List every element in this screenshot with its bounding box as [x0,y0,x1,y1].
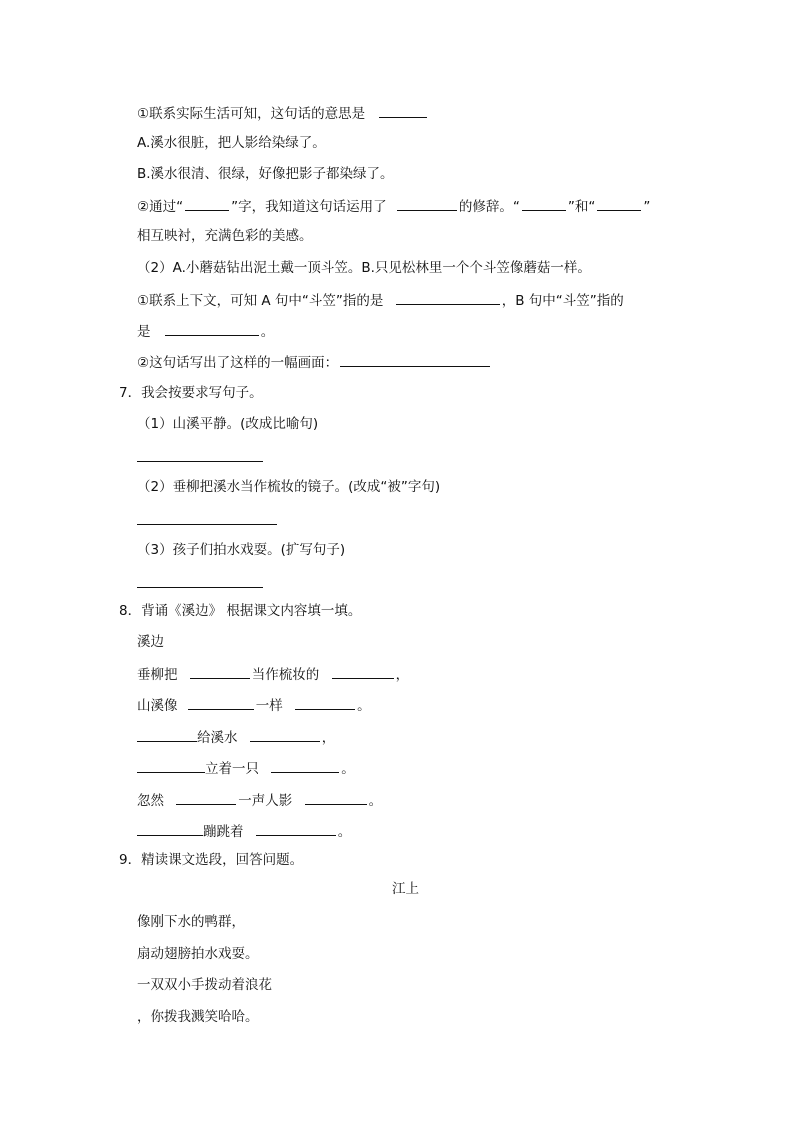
answer-blank[interactable] [190,663,250,679]
q6-sub2-continuation: 相互映衬，充满色彩的美感。 [137,228,313,244]
q6-sub2-text: 的修辞。“ [458,199,520,215]
q6-sub1-prompt: ①联系实际生活可知，这句话的意思是 [137,106,366,122]
answer-blank[interactable] [332,663,394,679]
q8-text: 。 [341,761,355,777]
answer-blank[interactable] [185,195,229,211]
q8-poem-title: 溪边 [137,634,164,650]
q8-text: 一样 [255,698,283,714]
q7-item-2: （2）垂柳把溪水当作梳妆的镜子。(改成“被”字句) [137,479,441,495]
q9-title: 9．精读课文选段，回答问题。 [119,852,304,868]
q6-sub2-text: ” [643,199,651,215]
q8-line-5 [137,789,382,809]
q9-passage-line-4: ，你拨我溅笑哈哈。 [137,1009,259,1025]
q9-passage-line-1: 像刚下水的鸭群， [137,914,245,930]
answer-blank[interactable] [137,572,263,588]
q8-line-3 [137,726,335,746]
q8-text: 蹦跳着 [203,824,244,840]
answer-blank[interactable] [295,694,355,710]
answer-blank[interactable] [271,757,339,773]
q8-text: 垂柳把 [137,667,178,683]
q8-text: ， [395,667,410,683]
q6-part2-sub2-text: ②这句话写出了这样的一幅画面： [137,355,339,371]
answer-blank[interactable] [137,757,205,773]
q7-item-1: （1）山溪平静。(改成比喻句) [137,416,319,432]
answer-blank[interactable] [397,195,457,211]
q6-part2-sub1-text: 。 [260,324,275,340]
q8-line-2 [137,694,371,714]
answer-blank[interactable] [137,509,277,525]
q6-option-a: A.溪水很脏，把人影给染绿了。 [137,135,326,151]
q6-sub2-text: ”字，我知道这句话运用了 [231,199,387,215]
answer-blank[interactable] [137,820,203,836]
q8-text: 当作梳妆的 [251,667,320,683]
q8-line-4 [137,757,355,777]
q8-text: 。 [337,824,352,840]
q6-part2-sub1-text: 是 [137,324,151,340]
q7-title: 7．我会按要求写句子。 [119,385,263,401]
q7-item-3: （3）孩子们拍水戏耍。(扩写句子) [137,542,346,558]
answer-blank[interactable] [256,820,336,836]
q6-part2-sub1-line [137,289,624,309]
answer-blank[interactable] [137,446,263,462]
q8-text: 忽然 [137,793,164,809]
q9-passage-line-2: 扇动翅膀拍水戏耍。 [137,946,259,962]
q9-passage-line-3: 一双双小手拨动着浪花 [137,977,272,993]
q8-text: 给溪水 [197,730,238,746]
q6-sub2-text: ”和“ [567,199,596,215]
q8-line-1 [137,663,409,683]
q7-answer-line-3[interactable] [137,572,263,592]
q7-answer-line-2[interactable] [137,509,277,529]
answer-blank[interactable] [165,320,259,336]
answer-blank[interactable] [188,694,254,710]
answer-blank[interactable] [340,351,490,367]
q6-sub2-text: ②通过“ [137,199,184,215]
q6-part2-line: （2）A.小蘑菇钻出泥土戴一顶斗笠。B.只见松林里一个个斗笠像蘑菇一样。 [137,260,591,276]
q8-text: 。 [368,793,383,809]
answer-blank[interactable] [305,789,367,805]
answer-blank[interactable] [396,289,500,305]
q6-sub2-line [137,195,650,215]
answer-blank[interactable] [250,726,320,742]
q6-part2-sub2-line [137,351,492,371]
q8-text: 一声人影 [238,793,293,809]
answer-blank[interactable] [522,195,566,211]
q6-part2-sub1-continuation [137,320,274,340]
answer-blank[interactable] [379,102,427,118]
q7-answer-line-1[interactable] [137,446,263,466]
q8-text: 立着一只 [205,761,259,777]
q8-title: 8．背诵《溪边》 根据课文内容填一填。 [119,603,362,619]
q9-passage-title: 江上 [392,881,419,897]
answer-blank[interactable] [176,789,236,805]
answer-blank[interactable] [137,726,197,742]
q8-text: ， [321,730,336,746]
answer-blank[interactable] [597,195,641,211]
q6-option-b: B.溪水很清、很绿，好像把影子都染绿了。 [137,166,394,182]
q6-part2-sub1-text: ①联系上下文，可知 A 句中“斗笠”指的是 [137,293,384,309]
q8-line-6 [137,820,351,840]
q6-sub1-prompt-line [137,102,429,122]
q8-text: 。 [357,698,371,714]
q8-text: 山溪像 [137,698,178,714]
q6-part2-sub1-text: ，B 句中“斗笠”指的 [501,293,624,309]
